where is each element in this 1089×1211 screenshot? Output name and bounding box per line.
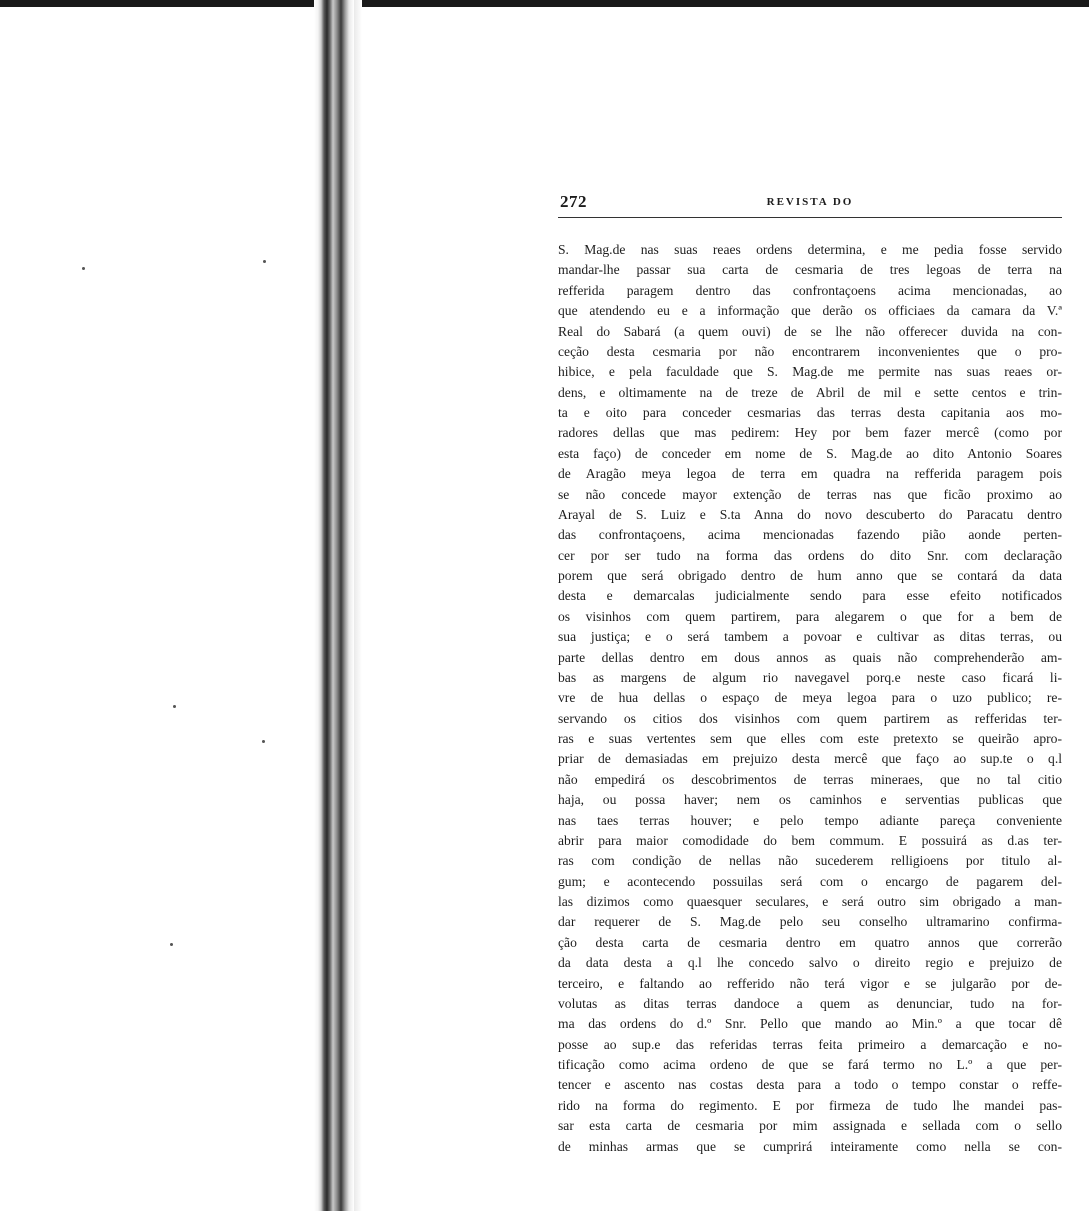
text-line: porem que será obrigado dentro de hum anno que se contará da data (558, 568, 1062, 583)
text-line: hibice, e pela faculdade que S. Mag.de me permite nas suas reaes or- (558, 364, 1062, 380)
text-line: priar de demasiadas em prejuizo desta mercê que faço ao sup.te o q.l (558, 751, 1062, 767)
text-line: tificação como acima ordeno de que se fará termo no L.º a que per- (558, 1057, 1062, 1072)
text-line: gum; e acontecendo possuilas será com o encargo de pagarem del- (558, 873, 1062, 889)
text-line: S. Mag.de nas suas reaes ordens determina, e me pedia fosse servido (558, 242, 1062, 257)
text-line: ras com condição de nellas não sucederem relligioens por titulo al- (558, 853, 1062, 869)
text-line: posse ao sup.e das referidas terras feita primeiro a demarcação e no- (558, 1036, 1062, 1052)
text-line: ceção desta cesmaria por não encontrarem inconvenientes que o pro- (558, 343, 1062, 359)
text-line: ção desta carta de cesmaria dentro em quatro annos que correrão (558, 934, 1062, 950)
text-line: esta faço) de conceder em nome de S. Mag.de ao dito Antonio Soares (558, 445, 1062, 461)
text-line: ma das ordens do d.º Snr. Pello que mando ao Min.º a que tocar dê (558, 1016, 1062, 1032)
page-header (558, 192, 1062, 218)
text-line: se não concede mayor extenção de terras nas que ficão proximo ao (558, 486, 1062, 502)
text-line: não empedirá os descobrimentos de terras mineraes, que no tal citio (558, 771, 1062, 787)
text-line: las dizimos como quaesquer seculares, e será outro sim obrigado a man- (558, 894, 1062, 909)
text-line: refferida paragem dentro das confrontaçoens acima mencionadas, ao (558, 282, 1062, 298)
text-line: os visinhos com quem partirem, para alegarem o que for a bem de (558, 608, 1062, 624)
page-number: 272 (560, 192, 587, 211)
text-line: bas as margens de algum rio navegavel porq.e neste caso ficará li- (558, 669, 1062, 685)
gutter-shadow (354, 0, 362, 1211)
text-line: de minhas armas que se cumprirá inteiramente como nella se con- (558, 1138, 1062, 1154)
text-line: haja, ou possa haver; nem os caminhos e serventias publicas que (558, 792, 1062, 808)
scan-speck (263, 260, 266, 263)
scan-speck (262, 740, 265, 743)
text-line: sua justiça; e o será tambem a povoar e cultivar as ditas terras, ou (558, 629, 1062, 645)
text-line: rido na forma do regimento. E por firmeza de tudo lhe mandei pas- (558, 1097, 1062, 1113)
text-line: da data desta a q.l lhe concedo salvo o direito regio e prejuizo de (558, 955, 1062, 971)
body-text (558, 240, 1062, 1157)
text-line: que atendendo eu e a informação que derão os officiaes da camara da V.ª (558, 303, 1062, 319)
scan-speck (82, 267, 85, 270)
text-line: ta e oito para conceder cesmarias das terras desta capitania aos mo- (558, 405, 1062, 420)
running-head: REVISTA DO (766, 196, 854, 208)
text-line: dens, e oltimamente na de treze de Abril de mil e sette centos e trin- (558, 384, 1062, 400)
text-line: cer por ser tudo na forma das ordens do dito Snr. com declaração (558, 547, 1062, 563)
text-line: Real do Sabará (a quem ouvi) de se lhe não offerecer duvida na con- (558, 323, 1062, 339)
text-line: radores dellas que mas pedirem: Hey por bem fazer mercê (como por (558, 425, 1062, 441)
text-line: abrir para maior comodidade do bem commum. E possuirá as d.as ter- (558, 832, 1062, 848)
book-gutter (314, 0, 354, 1211)
text-line: de Aragão meya legoa de terra em quadra na refferida paragem pois (558, 466, 1062, 482)
text-line: dar requerer de S. Mag.de pelo seu conselho ultramarino confirma- (558, 914, 1062, 930)
text-line: terceiro, e faltando ao refferido não terá vigor e se julgarão por de- (558, 975, 1062, 991)
text-line: Arayal de S. Luiz e S.ta Anna do novo descuberto do Paracatu dentro (558, 506, 1062, 522)
text-line: mandar-lhe passar sua carta de cesmaria de tres legoas de terra na (558, 262, 1062, 278)
scan-speck (170, 943, 173, 946)
scan-top-edge (0, 0, 1089, 7)
text-line: ras e suas vertentes sem que elles com este pretexto se queirão apro- (558, 731, 1062, 746)
scan-speck (173, 705, 176, 708)
text-line: desta e demarcalas judicialmente sendo para esse efeito notificados (558, 588, 1062, 604)
text-line: servando os citios dos visinhos com quem partirem as refferidas ter- (558, 710, 1062, 726)
left-blank-page (0, 7, 318, 1211)
text-line: sar esta carta de cesmaria por mim assignada e sellada com o sello (558, 1118, 1062, 1134)
text-line: vre de hua dellas o espaço de meya legoa para o uzo publico; re- (558, 690, 1062, 706)
text-line: parte dellas dentro em dous annos as quais não comprehenderão am- (558, 649, 1062, 665)
text-line: das confrontaçoens, acima mencionadas fazendo pião aonde perten- (558, 527, 1062, 543)
text-line: nas taes terras houver; e pelo tempo adiante pareça conveniente (558, 812, 1062, 828)
text-line: volutas as ditas terras dandoce a quem as denunciar, tudo na for- (558, 995, 1062, 1011)
text-line: tencer e ascento nas costas desta para a todo o tempo constar o reffe- (558, 1077, 1062, 1093)
header-rule (558, 217, 1062, 218)
